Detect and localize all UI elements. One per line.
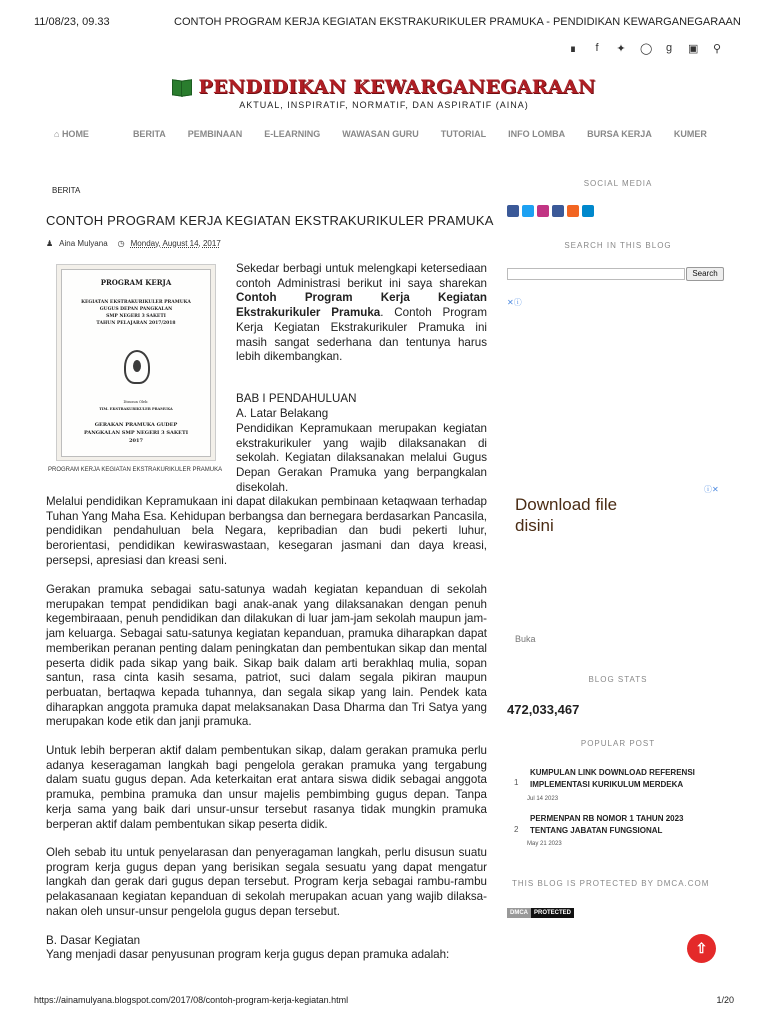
site-title: PENDIDIKAN KEWARGANEGARAAN <box>198 76 596 98</box>
social-media-icons <box>507 205 594 217</box>
cover-line: TAHUN PELAJARAN 2017/2018 <box>96 321 176 326</box>
ad-choices-icon[interactable]: ✕ⓘ <box>507 298 522 307</box>
ad-headline[interactable]: Download file disini <box>515 495 618 535</box>
search-icon[interactable]: ⚲ <box>712 43 722 55</box>
search-button[interactable]: Search <box>686 267 724 281</box>
nav-item-kumer[interactable]: KUMER <box>673 129 707 139</box>
post-title: CONTOH PROGRAM KERJA KEGIATAN EKSTRAKURIKULER PRAMUKA <box>46 213 494 228</box>
print-page-number: 1/20 <box>716 995 734 1005</box>
scroll-top-button[interactable] <box>687 934 716 963</box>
nav-item-bursa-kerja[interactable]: BURSA KERJA <box>587 129 652 139</box>
twitter-icon[interactable] <box>522 205 534 217</box>
google-plus-icon[interactable]: g <box>665 42 673 54</box>
cover-line: GUGUS DEPAN PANGKALAN <box>99 307 173 312</box>
intro-text: Sekedar berbagi untuk melengkapi ketersediaan contoh Administrasi berikut ini saya sharekan <box>236 262 487 290</box>
cover-line: PANGKALAN SMP NEGERI 3 SAKETI <box>83 430 189 436</box>
dmca-heading: THIS BLOG IS PROTECTED BY DMCA.COM <box>512 879 710 888</box>
telegram-icon[interactable] <box>582 205 594 217</box>
rss-icon[interactable] <box>567 205 579 217</box>
nav-item-elearning[interactable]: E-LEARNING <box>264 129 321 139</box>
nav-item-home[interactable]: ⌂ HOME <box>54 129 89 139</box>
scout-emblem-icon <box>124 350 150 384</box>
section-a-heading: A. Latar Belakang <box>236 407 329 420</box>
author-icon: ♟ <box>46 239 54 248</box>
popular-rank: 2 <box>514 825 519 834</box>
search-input[interactable] <box>507 268 685 280</box>
cover-line: 2017 <box>129 438 143 444</box>
print-footer-url: https://ainamulyana.blogspot.com/2017/08/contoh-program-kerja-kegiatan.html <box>34 995 349 1005</box>
popular-post-heading: POPULAR POST <box>580 739 656 748</box>
nav-item-berita[interactable]: BERITA <box>132 129 166 139</box>
cover-title: PROGRAM KERJA <box>100 278 172 287</box>
dmca-badge-left: DMCA <box>507 908 531 918</box>
post-cover-image[interactable] <box>56 264 216 461</box>
instagram-icon[interactable] <box>537 205 549 217</box>
intro-text: . Contoh Program Kerja Kegiatan Ekstrakurikuler Pramuka ini masih sangat sederhana dan tentunya harus lebih dikembangkan. <box>236 306 487 364</box>
nav-item-tutorial[interactable]: TUTORIAL <box>440 129 487 139</box>
intro-paragraph <box>236 262 487 365</box>
paragraph: Melalui pendidikan Kepramukaan ini dapat dilakukan pembinaan ketaqwaan terhadap Tuhan Yang Maha Esa. Kehidupan berbangsa dan bernegara berdasarkan Pancasila, pendidikan pendahuluan bela Negara, kepribadian dan budi pekerti luhur, berorientasi, pendidikan kewiraswastaan, kesegaran jasmani dan daya kreasi, persepsi, apresiasi dan kreasi seni. <box>46 495 487 567</box>
cover-document <box>61 269 211 457</box>
social-media-heading: SOCIAL MEDIA <box>583 179 653 188</box>
nav-item-info-lomba[interactable]: INFO LOMBA <box>508 129 566 139</box>
linkedin-icon[interactable] <box>552 205 564 217</box>
nav-item-pembinaan[interactable]: PEMBINAAN <box>187 129 243 139</box>
post-author[interactable]: Aina Mulyana <box>59 239 108 248</box>
popular-post-link[interactable]: KUMPULAN LINK DOWNLOAD REFERENSI IMPLEMENTASI KURIKULUM MERDEKA <box>530 768 695 789</box>
main-nav <box>54 129 729 139</box>
clock-icon: ◷ <box>117 239 125 248</box>
facebook-icon[interactable] <box>507 205 519 217</box>
section-b-heading: B. Dasar Kegiatan <box>46 934 141 947</box>
post-label[interactable]: BERITA <box>52 186 81 195</box>
paragraph: Gerakan pramuka sebagai satu-satunya wadah kegiatan kepanduan di sekolah merupakan tempat pendidikan bagi anak-anak yang dilaksanakan dengan penuh kegembiraaan, penuh pendidikan dan dilakukan di luar jam-jam sekolah maupun jam-jam keluarga. Sebagai satu-satunya kegiatan kepanduan, pramuka diharapkan dapat memberikan peranan penting dalam peningkatan dan pembentukan sikap dan mental peserta didik pada sikap yang baik. Sikap baik dalam arti berakhlaq mulia, sopan santun, rasa cinta kasih sesama, patriot, suci dalam segala pikiran maupun perbuatan, bertaqwa kepada tuhannya, dan segala sikap yang lain. Pendek kata diharapkan anggota pramuka dapat melaksanakan Dasa Dharma dan Tri Satya yang merupakan kode etik dan janji pramuka. <box>46 583 487 729</box>
instagram-icon[interactable]: ▣ <box>688 43 699 55</box>
intro-bold-text: Contoh Program Kerja Kegiatan Ekstrakurikuler Pramuka <box>236 291 487 320</box>
top-social-bar <box>568 42 722 55</box>
facebook-icon[interactable]: f <box>595 42 599 54</box>
rss-icon[interactable]: ∎ <box>569 43 577 55</box>
site-tagline: AKTUAL, INSPIRATIF, NORMATIF, DAN ASPIRATIF (AINA) <box>239 100 529 110</box>
blog-stats-heading: BLOG STATS <box>588 675 648 684</box>
twitter-icon[interactable]: ✦ <box>616 43 626 55</box>
dmca-badge-right: PROTECTED <box>531 908 574 918</box>
popular-rank: 1 <box>514 778 519 787</box>
book-icon <box>172 80 192 94</box>
nav-item-wawasan-guru[interactable]: WAWASAN GURU <box>342 129 419 139</box>
dmca-badge[interactable] <box>507 908 574 918</box>
cover-line: GERAKAN PRAMUKA GUDEP <box>94 422 178 428</box>
print-datetime: 11/08/23, 09.33 <box>34 16 110 28</box>
image-caption: PROGRAM KERJA KEGIATAN EKSTRAKURIKULER PRAMUKA <box>48 467 223 473</box>
cover-line: KEGIATAN EKSTRAKURIKULER PRAMUKA <box>81 300 191 305</box>
paragraph: Yang menjadi dasar penyusunan program kerja gugus depan pramuka adalah: <box>46 948 450 961</box>
cover-line: TIM. EKSTRAKURIKULER PRAMUKA <box>99 407 173 411</box>
ad-close-icon[interactable]: ⓘ✕ <box>704 485 719 494</box>
post-date[interactable]: Monday, August 14, 2017 <box>130 239 221 248</box>
blog-stats-value: 472,033,467 <box>507 702 580 717</box>
nav-label: HOME <box>61 129 89 139</box>
popular-post-date: Jul 14 2023 <box>527 796 559 802</box>
post-meta <box>46 239 221 248</box>
paragraph-narrow: Pendidikan Kepramukaan merupakan kegiatan ekstrakurikuler yang wajib dilaksanakan di sekolah. Kegiatan dilaksanakan melalui Gugus Depan Gerakan Pramuka yang berpangkalan disekolah. <box>236 422 487 494</box>
print-title: CONTOH PROGRAM KERJA KEGIATAN EKSTRAKURIKULER PRAMUKA - PENDIDIKAN KEWARGANEGARAAN <box>174 16 741 28</box>
site-logo[interactable] <box>172 76 595 98</box>
arrow-up-icon: ⇧ <box>695 940 708 956</box>
search-heading: SEARCH IN THIS BLOG <box>564 241 672 250</box>
site-header <box>0 76 768 110</box>
paragraph: Oleh sebab itu untuk penyelarasan dan penyeragaman langkah, perlu disusun suatu program kerja gugus depan yang berisikan segala sesuatu yang dapat mengatur langkah dan gerak dari gugus depan tersebut. Program kerja sebagai rambu-rambu pelakasanaan kegiatan kepanduan di sekolah merupakan acuan yang wajib dilaksa-nakan oleh unsur-unsur pengelola gugus depan tersebut. <box>46 846 487 918</box>
pinterest-icon[interactable]: ◯ <box>640 43 653 55</box>
chapter-heading: BAB I PENDAHULUAN <box>236 392 357 405</box>
cover-line: Disusun Oleh: <box>123 400 149 404</box>
cover-line: SMP NEGERI 3 SAKETI <box>106 314 166 319</box>
ad-open-link[interactable]: Buka <box>515 634 536 644</box>
popular-post-date: May 21 2023 <box>527 841 562 847</box>
popular-post-link[interactable]: PERMENPAN RB NOMOR 1 TAHUN 2023 TENTANG JABATAN FUNGSIONAL <box>530 814 684 835</box>
paragraph: Untuk lebih berperan aktif dalam pembentukan sikap, dalam gerakan pramuka perlu adanya keseragaman langkah bagi pengelola gerakan pramuka yang tergabung dalam suatu gugus depan. Ada keterkaitan erat antara siswa didik sebagai anggota pramuka, pembina pramuka dan unsur majelis pembimbing gugus depan. Tanpa kerja sama yang baik dari unsur-unsur tersebut rasanya tidak mungkin pramuka berperan aktif dalam pembentukan sikap peserta didik. <box>46 744 487 831</box>
